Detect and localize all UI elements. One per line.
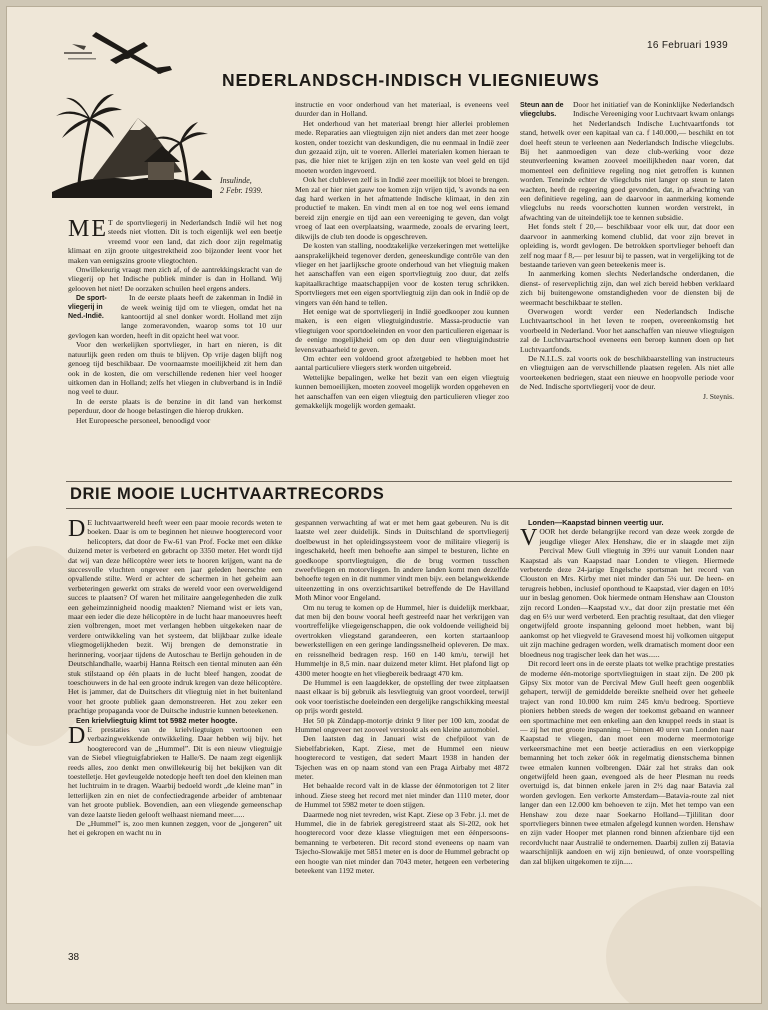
article2-column-1 xyxy=(68,518,282,946)
paragraph: Om echter een voldoend groot afzetgebied te hebben moet het aantal particuliere vliegers sterk worden uitgebreid. xyxy=(295,353,509,373)
paragraph: instructie en voor onderhoud van het materiaal, is eveneens veel duurder dan in Holland. xyxy=(295,100,509,119)
sub-heading: Londen—Kaapstad binnen veertig uur. xyxy=(528,518,664,527)
paragraph: D E prestaties van de krielvliegtuigen vertoonen een verbazingwekkende ontwikkeling. Daar hebben wij bijv. het hoogterecord van de „Hummel”. Dit is een nieuw vliegtuigje van de Siebel vliegtuigfabrieken te Halle/S. De naam zegt eigenlijk reeds alles, zoo denkt men onwillekeurig bij het bekijken van dit toestelletje. Het gevleugelde notedopje heeft ten doel den kleinen man het luchtruim in te dragen. Waarbij bedoeld wordt „de kleine man” in letterlijken zin en niet de confectiedragende arbeider of ambtenaar van het groote publiek. Bovendien, aan een vliegende gemeenschap van deze laatste lieden gelooft welhaast niemand meer...... xyxy=(68,722,282,819)
paragraph: D E luchtvaartwereld heeft weer een paar mooie records weten te boeken. Daar is om te beginnen het nieuwe hoogterecord voor helicopters, dat door de Fw-61 van Prof. Focke met een dikke duizend meter is verbeterd en gebracht op 3350 meter. Het wordt tijd dat wij van deze hélicoptère weer iets te hooren krijgen, want na de succesvolle vluchten ongeveer een jaar geleden heerschte een opvallende stilte. Werd er achter de schermen in het geheim aan verbeteringen gewerkt om straks de wereld voor een overweldigend succes te plaatsen? Of waren het militaire aangelegenheden die zulk een geheimzinnigheid noodig maakten? Niemand wist er iets van, maar een ieder die deze hélicoptère in de lucht haar manoeuvres heeft zien volbrengen, moet met verlangen hebben uitgekeken naar de verdere ontwikkeling van het systeem, dat blijkbaar zulke ideale vliegmogelijkheden bezit. Wij brengen de demonstratie in herinnering, voorjaar tijdens de Autoschau te Berlijn gehouden in de Deutschlandhalle, waarbij Hanna Reitsch een tiental minuten aan één stuk stilstaand op één plaats in de lucht bleef hangen, zoodat de toeschouwers in de hal een groote indruk kregen van deze hélicoptère. Het is jammer, dat de Duitschers dit vliegtuig niet in het buitenland voor het groote publiek gaan demonstreeren. Het zou zeker een prachtige propaganda voor de Duitsche industrie kunnen beteekenen. xyxy=(68,518,282,716)
side-heading: Steun aan de vliegclubs. xyxy=(520,102,564,118)
drop-cap: V xyxy=(520,525,538,552)
issue-date: 16 Februari 1939 xyxy=(647,40,728,51)
paragraph: Onwillekeurig vraagt men zich af, of de aantrekkingskracht van de vliegerij op het Indische publiek minder is dan in Holland. Wij gelooven het niet! De oorzaken schuilen heel ergens anders. xyxy=(68,265,282,293)
article2-column-2 xyxy=(295,518,509,946)
paragraph: Voor den werkelijken sportvlieger, in hart en nieren, is dit natuurlijk geen reden om thuis te blijven. Op vrije dagen blijft nog genoeg tijd beschikbaar. De voornaamste moeilijkheid zit hem dan ook in de kosten, die om verschillende redenen hier veel hooger uitkomen dan in Holland; zelfs het vliegen in clubverband is in Indië nog veel te duur. xyxy=(68,340,282,397)
paragraph: Ook het clubleven zelf is in Indië zeer moeilijk tot bloei te brengen. Men zal er hier niet gauw toe komen zijn vrijen tijd, 's avonds na een dag hard werken in het afmattende Indische klimaat, in den zin productief te maken. En vindt men al en toe nog wel eens iemand bereid zijn energie en tijd aan een vereeniging te geven, dan volgt vroeg of laat een overplaatsing, waarmede, zooals de ervaring leert, dikwijls de club ten doode is opgeschreven. xyxy=(295,175,509,241)
paragraph: Het Europeesche personeel, benoodigd voor xyxy=(76,415,211,425)
paragraph: In de eerste plaats is de benzine in dit land van herkomst peperduur, door de hooge belastingen die hierop drukken. xyxy=(68,396,282,416)
page-number: 38 xyxy=(68,952,80,963)
article1-column-1 xyxy=(68,218,282,478)
drop-cap: M xyxy=(68,218,90,242)
paragraph: Steun aan de vliegclubs. Door het initiatief van de Koninklijke Nederlandsch Indische Vereeniging voor Luchtvaart kwam onlangs het Nederlandsch Indische Luchtvaartfonds tot stand, hetwelk over een kapitaal van ca. f 140.000,— beschikt en tot doel heeft steun te verleenen aan Nederlandsch Indische vliegclubs. Bij het aanmoedigen van deze club-werking voor deze steunverleening kwamen zooveel moeilijkheden naar voren, dat momenteel een definitieve regeling nog niet getroffen is kunnen worden. Teneinde echter de vliegclubs niet langer op steun te laten wachten, heeft de regeering goed gevonden, dat, in afwachting van een definitieve regeling, aan de daarvoor in aanmerking komende vliegclubs nu reeds voorschotten kunnen worden verstrekt, in afwachting van de uiteindelijk toe te kennen subsidie. xyxy=(520,100,734,222)
magazine-page xyxy=(6,6,762,1004)
aeroplane-icon xyxy=(64,32,172,74)
side-heading: De sport-vliegerij in Ned.-Indië. xyxy=(68,295,107,321)
drop-cap: D xyxy=(68,722,86,749)
paragraph: In aanmerking komen slechts Nederlandsche onderdanen, die dienst- of reserveplichtig zijn, dan wel zich bereid hebben verklaard zich bij buitengewone omstandigheden voor de diensten bij de weermacht beschikbaar te stellen. xyxy=(520,269,734,307)
paragraph: De Hummel is een laagdekker, de opstelling der twee zitplaatsen naast elkaar is bij gebruik als lesvliegtuig van groot voordeel, terwijl ook voor toeristische doeleinden een dergelijke rangschikking meestal op prijs wordt gesteld. xyxy=(295,677,509,716)
paragraph: MET de sportvliegerij in Nederlandsch Indië wil het nog steeds niet vlotten. Dit is toch eigenlijk wel een beetje vreemd voor een land, dat zich door zijn regelmatig klimaat en zijn groote uitgestrektheid zoo bijzonder leent voor het maken van eenigszins groote vliegtochten. xyxy=(68,218,282,265)
paragraph: Het 50 pk Zündapp-motortje drinkt 9 liter per 100 km, zoodat de Hummel ongeveer net zooveel verstookt als een kleine automobiel. xyxy=(295,715,509,734)
paragraph: Het onderhoud van het materiaal brengt hier allerlei problemen mede. Reparaties aan vliegtuigen zijn niet anders dan met zeer hooge kosten, onder toezicht van deskundigen, die nu eenmaal in Indië zeer dun gezaaid zijn, uit te voeren. Allerlei materialen komen hieraan te pas, die hier niet te krijgen zijn en ten koste van veel geld en tijd moeten worden ingevoerd. xyxy=(295,118,509,175)
paragraph: Dit record leert ons in de eerste plaats tot welke prachtige prestaties de moderne één-motorige sportvliegtuigen in staat zijn. De 200 pk Gipsy Six motor van de Percival Mew Gull heeft geen oogenblik gehapert, terwijl de gemiddelde bereikte snelheid over het geheele traject van rond 10.000 km ruim 245 km/u bedroeg. Sportieve pioniers hebben steeds de wegen der toekomst gebaand en wanneer een sportmachine met een enkeling aan den knuppel reeds in staat is — zij het met groote inspanning — binnen 40 uren van Londen naar Kaapstad te vliegen, dan moet een moderne meermotorige verkeersmachine met een beetje actieradius en een vierkoppige bemanning het toch zeker óók in regelmatig dienstschema binnen twee etmalen kunnen volbrengen. Dáár zal het straks dan ook ongetwijfeld heen gaan, evengoed als de heer Plesman nu reeds overtuigd is, dat binnen enkele jaren in 2½ dag naar Batavia zal worden gevlogen. Een verkorte Amsterdam—Batavia-route zal niet langer dan een 12.000 km behoeven te zijn. Met het tempo van een Henshaw zou deze naar Soekarno Holland—Tjililitan door sportvliegers binnen twee etmalen afgelegd kunnen worden. Henshaw en zijn vader Hooper met plannen rond binnen afzienbare tijd een recordvlucht naar Australië te ondernemen. Daarbij zullen zij Batavia waarschijnlijk aandoen en wij zijn benieuwd, of onze voorspelling dan zal blijken uitgekomen te zijn..... xyxy=(520,659,734,866)
paragraph: De kosten van stalling, noodzakelijke verzekeringen met wettelijke aansprakelijkheid tegenover derden, geneeskundige contrôle van den vlieger en het jaarlijksche groote onderhoud van het vliegtuig maken het aanschaffen van een eigen sportvliegtuig zoo duur, dat zelfs kapitaalkrachtige maatschappijen voor de kosten terug schrikken. Sportvliegers met een eigen sportvliegtuig zijn dan ook in Indië op de vingers van één hand te tellen. xyxy=(295,241,509,307)
paragraph: De „Hummel” is, zoo men kunnen zeggen, voor de „jongeren” uit het ei gekropen en wacht nu in xyxy=(68,819,282,838)
illustration-caption: Insulinde, 2 Febr. 1939. xyxy=(220,176,263,195)
paragraph: Wettelijke bepalingen, welke het bezit van een eigen vliegtuig kunnen bemoeilijken, moeten zooveel mogelijk worden opgeheven en het aanschaffen van een eigen vliegtuig den particulieren vlieger zoo gemakkelijk mogelijk worden gemaakt. xyxy=(295,372,509,410)
paragraph: Den laatsten dag in Januari wist de chefpiloot van de Siebelfabrieken, Kapt. Ziese, met de Hummel een nieuw hoogterecord te vestigen, dat sedert Maart 1938 in handen der Tsjechen was en op naam stond van een Praga Airbaby met 4872 meter. xyxy=(295,734,509,781)
paragraph: Het fonds stelt f 20,— beschikbaar voor elk uur, dat door een daarvoor in aanmerking komend clublid, dat voor zijn brevet in opleiding is, wordt gevlogen. De betrokken sportvlieger behoeft dan zelf nog maar f 8,— per lesuur bij te passen, wat in vergelijking tot de bestaande tarieven van geen beteekenis meer is. xyxy=(520,222,734,269)
section-title: NEDERLANDSCH-INDISCH VLIEGNIEUWS xyxy=(222,70,600,90)
sub-heading: Een krielvliegtuig klimt tot 5982 meter hoogte. xyxy=(76,715,238,725)
paragraph: De sport-vliegerij in Ned.-Indië. In de eerste plaats heeft de zakenman in Indië in de week weinig tijd om te vliegen, omdat het na kantoortijd al snel donker wordt. Holland met zijn lange zomeravonden, waarop soms tot 10 uur gevlogen kan worden, heeft in dit opzicht heel wat voor. xyxy=(68,293,282,340)
paragraph: De N.I.L.S. zal voorts ook de beschikbaarstelling van instructeurs en vliegtuigen aan de vervschillende plaatsen regelen. Als niet alle voorteekenen bedriegen, staat een nieuwe en hoopvolle periode voor de Ned. Indische sportvliegerij voor de deur. xyxy=(520,353,734,392)
article1-column-2 xyxy=(295,100,509,478)
article2-column-3 xyxy=(520,518,734,946)
divider xyxy=(66,508,732,509)
drop-cap: D xyxy=(68,518,86,542)
paragraph: Overwogen wordt verder een Nederlandsch Indische Luchtvaartschool in het leven te roepen, overeenkomstig het voorbeeld in Nederland. Voor het aanschaffen van nieuwe vliegtuigen zal de Luchtvaartschool eveneens een beroep kunnen doen op het Luchtvaartfonds. xyxy=(520,306,734,354)
paragraph: Het eenige wat de sportvliegerij in Indië goedkooper zou kunnen maken, is een eigen vliegtuigindustrie. Massa-productie van vliegtuigen voor sportdoeleinden en voor den particulieren eigenaar is de eenige mogelijkheid om op den duur een vliegtuigindustrie levensvatbaarheid te geven. xyxy=(295,306,509,354)
paragraph: Het behaalde record valt in de klasse der éénmotorigen tot 2 liter inhoud. Ziese steeg het record met niet minder dan 1110 meter, door de Hummel tot 5982 meter te doen stijgen. xyxy=(295,781,509,810)
paragraph: Daarmede nog niet tevreden, wist Kapt. Ziese op 3 Febr. j.l. met de Hummel, die in de fabriek geregistreerd staat als Si-202, ook het hoogterecord voor deze klasse vliegtuigen met een éénpersoons-bemanning te verbeteren. Dit record stond eveneens op naam van Tsjecho-Slowakije met 5851 meter en is door de Hummel gebracht op een hoogte van niet minder dan 7043 meter, hetgeen een verbetering beteekent van 1192 meter. xyxy=(295,809,509,876)
divider xyxy=(66,481,732,482)
article2-title: DRIE MOOIE LUCHTVAARTRECORDS xyxy=(70,485,385,503)
author-signature: J. Steynis. xyxy=(702,391,734,401)
paragraph: Om nu terug te komen op de Hummel, hier is duidelijk merkbaar, dat men bij den bouw vooral heeft gestreefd naar het verkrijgen van voortreffelijke vliegeigenschappen, die ook voldoende veiligheid bij overtrokken vliegstand garandeeren, een korten startaanloop bewerkstelligen en een geringe landingssnelheid opleveren. De max. en reissnelheid bedragen resp. 160 en 140 km/u, terwijl het Hummeltje in 8,5 min. naar duizend meter klimt. Het plafond ligt op 4300 meter hoogte en het vliegbereik bedraagt 470 km. xyxy=(295,602,509,678)
paragraph: VOOR het derde belangrijke record van deze week zorgde de jeugdige vlieger Alex Henshaw, die er in slaagde met zijn Percival Mew Gull vliegtuig in 39½ uur vanuit Londen naar Kaapstad als van Kaapstad naar Londen te vliegen. Hiermede verbeterde deze 24-jarige Engelsche sportsman het record van Clouston en Mrs. Kirby met niet minder dan 5¼ uur. De heen- en terugreis hebben, inclusief oponthoud te Kaapstad, vier dagen en 10½ uur in beslag genomen. Ook hiermede ontnam Henshaw aan Clouston zijn record Londen—Kaapstad v.v., dat door zijn prestatie met één dag en 6½ uur werd verbeterd. Een prachtig resultaat, dat den vlieger ongetwijfeld groote inspanning geloond moet hebben, want bij aankomst op het vliegveld te Gravesend moest hij volkomen uitgeput uit zijn machine gedragen worden, welk dramatisch moment door een bloedneus nog tragischer leek dan het was...... xyxy=(520,525,734,659)
article1-column-3 xyxy=(520,100,734,478)
aeroplane-over-tropical-island-illustration xyxy=(52,22,212,198)
paragraph: gespannen verwachting af wat er met hem gaat gebeuren. Nu is dit laatste wel zeer duidelijk. Sinds in Duitschland de sportvliegerij doelbewust in het opleidingssysteem voor de militaire vliegerij is ingeschakeld, heeft men behoefte aan simpel te besturen, lichte en goedkoope sportvliegtuigen, die de brug vormen tusschen zweefvliegen en motorvliegen. In andere landen komt men dezelfde behoefte tegen en in dit nummer vindt men bijv. een belangwekkende uiteenzetting in ons overzichtsartikel betreffende de De Havilland Moth Minor voor Engeland. xyxy=(295,518,509,603)
